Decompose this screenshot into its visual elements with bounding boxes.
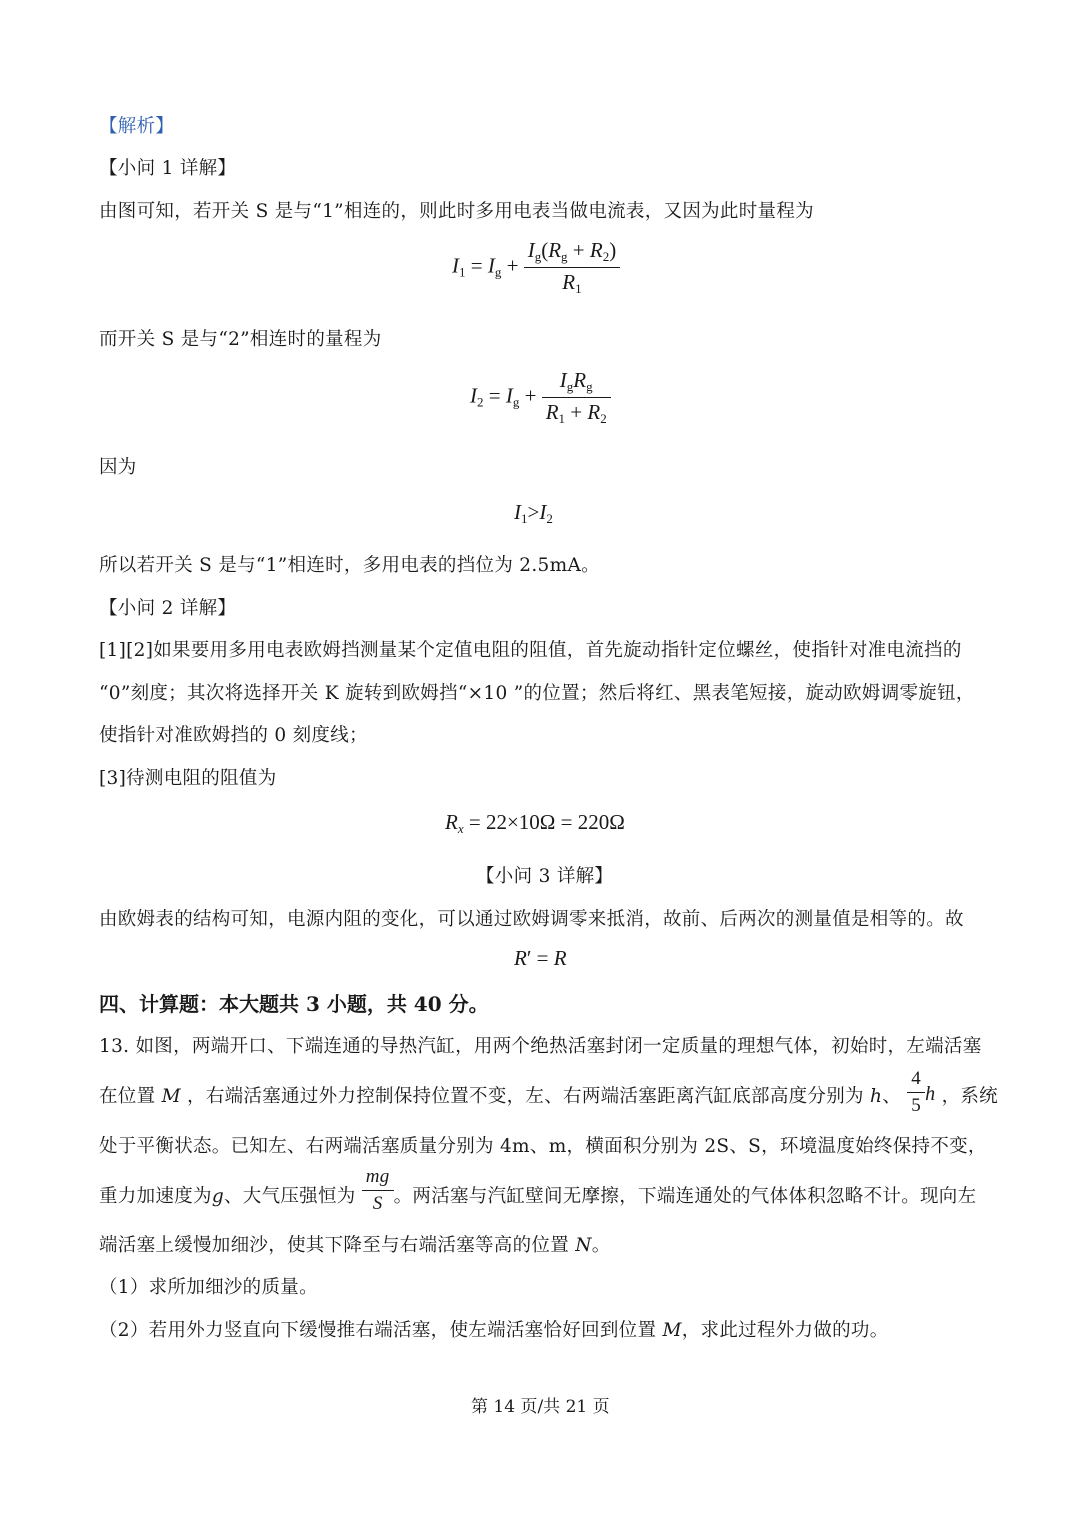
problem13-line-4: 重力加速度为g、大气压强恒为 $\frac{mg}{S}$ 。两活塞与汽缸壁间无摩擦，下端连通处的气体体积忽略不计。现向左 xyxy=(99,1166,977,1214)
problem13-subquestion-1: （1）求所加细沙的质量。 xyxy=(99,1277,318,1298)
problem13-line-3: 处于平衡状态。已知左、右两端活塞质量分别为 4m、m，横面积分别为 2S、S，环境温度始终保持不变， xyxy=(99,1136,987,1157)
q2-title: 【小问 2 详解】 xyxy=(99,598,237,619)
equation-rx-rhs: = 22×10Ω = 220Ω xyxy=(468,810,625,834)
equation-rx: $R_x = 22\times 10\Omega = 220\Omega$ xyxy=(445,810,625,836)
q1-paragraph-3: 因为 xyxy=(99,457,137,478)
q3-paragraph-1: 由欧姆表的结构可知，电源内阻的变化，可以通过欧姆调零来抵消，故前、后两次的测量值是相等的。故 xyxy=(99,909,964,930)
section-heading: 四、计算题：本大题共 3 小题，共 40 分。 xyxy=(99,992,489,1016)
problem13-line-2: 在位置 M ，右端活塞通过外力控制保持位置不变，左、右两端活塞距离汽缸底部高度分别为 h、 $\frac{4}{5}$ h ，系统 xyxy=(99,1068,998,1116)
q1-paragraph-2: 而开关 S 是与“2”相连时的量程为 xyxy=(99,329,382,350)
problem13-subquestion-2: （2）若用外力竖直向下缓慢推右端活塞，使左端活塞恰好回到位置 M，求此过程外力做的功。 xyxy=(99,1320,889,1341)
q1-paragraph-1: 由图可知，若开关 S 是与“1”相连的，则此时多用电表当做电流表，又因为此时量程为 xyxy=(99,201,814,222)
q3-title: 【小问 3 详解】 xyxy=(476,866,614,887)
equation-r-prime: R′ = R xyxy=(514,946,567,970)
page-footer: 第 14 页/共 21 页 xyxy=(471,1397,610,1417)
q2-line-1: [1][2]如果要用多用电表欧姆挡测量某个定值电阻的阻值，首先旋动指针定位螺丝，使指针对准电流挡的 xyxy=(99,640,962,661)
q1-title: 【小问 1 详解】 xyxy=(99,158,237,179)
q2-line-2: “0”刻度；其次将选择开关 K 旋转到欧姆挡“×10 ”的位置；然后将红、黑表笔短接，旋动欧姆调零旋钮， xyxy=(99,683,975,704)
analysis-label: 【解析】 xyxy=(99,116,175,137)
equation-i1: $I_1 = I_g$ + $\frac{I_g(R_g + R_2)}{R_1}$ xyxy=(452,238,620,297)
q1-paragraph-4: 所以若开关 S 是与“1”相连时，多用电表的挡位为 2.5mA。 xyxy=(99,555,600,576)
problem13-line-1: 13. 如图，两端开口、下端连通的导热汽缸，用两个绝热活塞封闭一定质量的理想气体，初始时，左端活塞 xyxy=(99,1036,982,1057)
equation-inequality: $I_1>I_2$ xyxy=(514,500,553,526)
q2-line-3: 使指针对准欧姆挡的 0 刻度线； xyxy=(99,725,368,746)
q2-line-4: [3]待测电阻的阻值为 xyxy=(99,768,277,789)
problem13-line-5: 端活塞上缓慢加细沙，使其下降至与右端活塞等高的位置 N。 xyxy=(99,1235,611,1256)
equation-i2: $I_2 = I_g$ + $\frac{I_gR_g}{R_1 + R_2}$ xyxy=(470,368,611,427)
